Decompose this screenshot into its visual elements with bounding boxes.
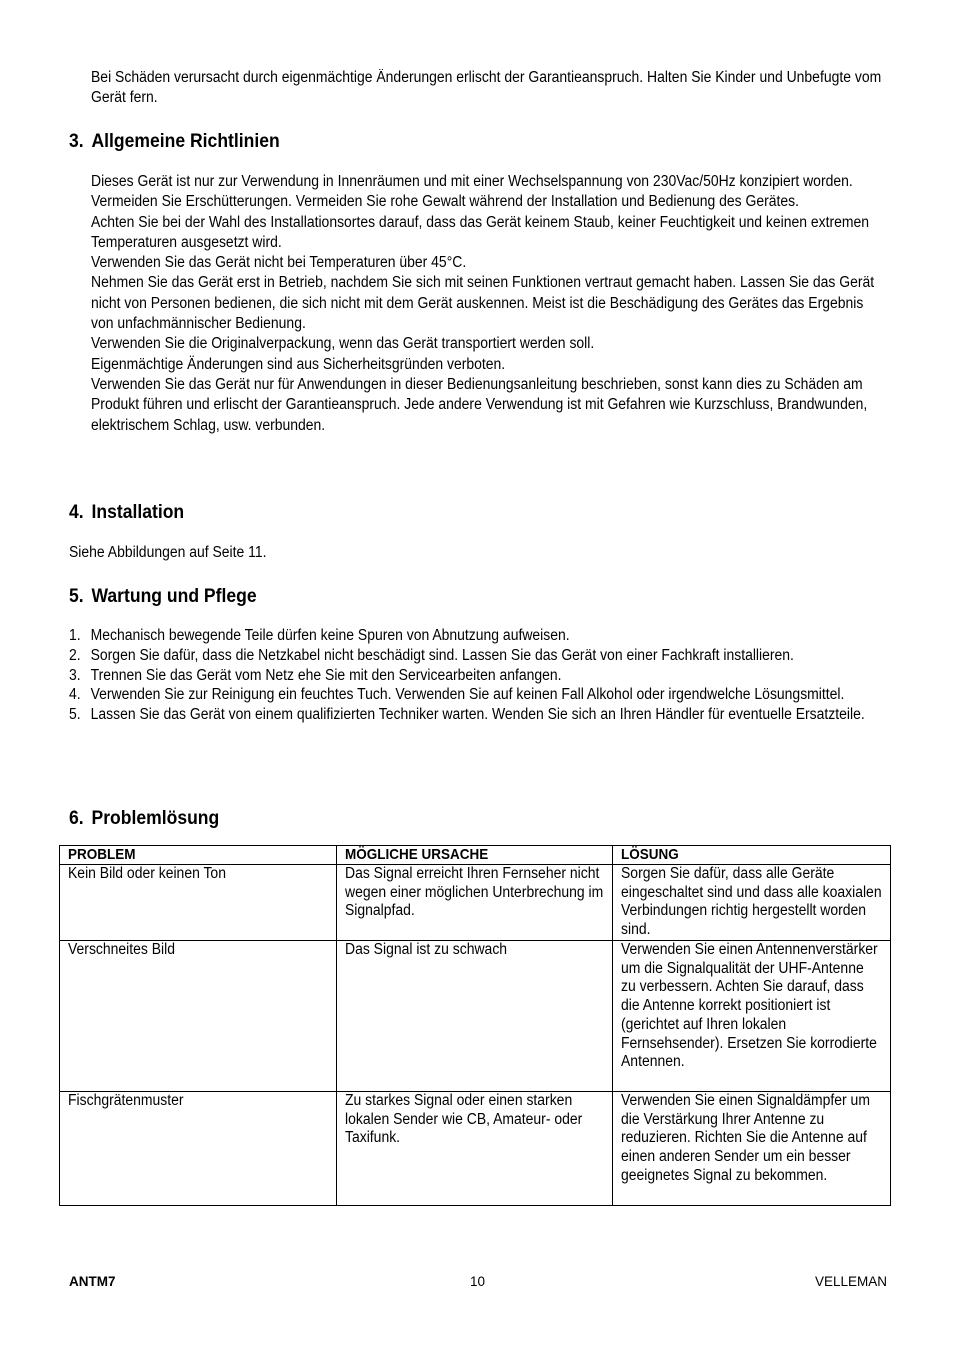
list-item-text: Lassen Sie das Gerät von einem qualifizierten Techniker warten. Wenden Sie sich an Ihren Händler für eventuelle Ersatzteile. xyxy=(90,706,865,724)
section-5-heading xyxy=(69,584,257,608)
guideline-paragraph: Verwenden Sie das Gerät nur für Anwendungen in dieser Bedienungsanleitung beschrieben, sonst kann dies zu Schäden am Produkt führen und erlischt der Garantieanspruch. Jede andere Verwendung ist mit Gefahren wie Kurzschluss, Brandwunden, elektrischem Schlag, usw. verbunden. xyxy=(91,375,868,434)
table-cell xyxy=(60,1092,337,1206)
footer-brand: VELLEMAN xyxy=(815,1274,888,1289)
table-row xyxy=(60,865,891,941)
intro-paragraph xyxy=(91,68,883,109)
list-item-text: Verwenden Sie zur Reinigung ein feuchtes Tuch. Verwenden Sie auf keinen Fall Alkohol oder irgendwelche Lösungsmittel. xyxy=(90,686,845,704)
table-header-cell xyxy=(613,846,891,865)
list-item-number: 5. xyxy=(69,706,81,724)
section-6-heading xyxy=(69,806,219,830)
list-item-number: 2. xyxy=(69,646,81,664)
table-header-cell xyxy=(60,846,337,865)
footer-page-number: 10 xyxy=(470,1274,486,1289)
problem-text: Kein Bild oder keinen Ton xyxy=(68,865,226,882)
solution-text: Sorgen Sie dafür, dass alle Geräte eingeschaltet sind und dass alle koaxialen Verbindungen richtig hergestellt worden sind. xyxy=(621,865,882,939)
guideline-paragraph: Vermeiden Sie Erschütterungen. Vermeiden Sie rohe Gewalt während der Installation und Bedienung des Gerätes. xyxy=(91,193,800,211)
list-item xyxy=(69,685,888,705)
guideline-paragraph: Achten Sie bei der Wahl des Installationsortes darauf, dass das Gerät keinem Staub, keiner Feuchtigkeit und keinen extremen Temperaturen ausgesetzt wird. xyxy=(91,213,870,251)
table-cell xyxy=(60,865,337,941)
header-cause: MÖGLICHE URSACHE xyxy=(345,846,489,863)
header-problem: PROBLEM xyxy=(68,846,136,863)
problem-text: Verschneites Bild xyxy=(68,941,176,958)
footer-model: ANTM7 xyxy=(69,1274,116,1289)
guideline-paragraph: Dieses Gerät ist nur zur Verwendung in Innenräumen und mit einer Wechselspannung von 230Vac/50Hz konzipiert worden. xyxy=(91,173,853,190)
section-5-number: 5. xyxy=(69,585,84,607)
section-3-number: 3. xyxy=(69,130,84,152)
cause-text: Zu starkes Signal oder einen starken lokalen Sender wie CB, Amateur- oder Taxifunk. xyxy=(345,1092,583,1147)
section-3-title: Allgemeine Richtlinien xyxy=(91,130,280,152)
guideline-paragraph: Verwenden Sie die Originalverpackung, wenn das Gerät transportiert werden soll. xyxy=(91,335,595,353)
cause-text: Das Signal ist zu schwach xyxy=(345,941,508,958)
header-solution: LÖSUNG xyxy=(621,846,679,863)
maintenance-list xyxy=(69,626,888,725)
table-cell xyxy=(613,941,891,1092)
section-3-body xyxy=(91,172,883,436)
table-cell xyxy=(337,941,613,1092)
list-item-text: Mechanisch bewegende Teile dürfen keine Spuren von Abnutzung aufweisen. xyxy=(90,627,570,644)
section-5-title: Wartung und Pflege xyxy=(91,585,257,607)
table-cell xyxy=(337,1092,613,1206)
problem-text: Fischgrätenmuster xyxy=(68,1092,184,1109)
list-item xyxy=(69,705,888,725)
section-3-heading xyxy=(69,129,280,153)
intro-text: Bei Schäden verursacht durch eigenmächtige Änderungen erlischt der Garantieanspruch. Halten Sie Kinder und Unbefugte vom Gerät fern. xyxy=(91,69,882,107)
list-item-number: 3. xyxy=(69,666,81,684)
table-cell xyxy=(613,865,891,941)
section-6-number: 6. xyxy=(69,807,84,829)
section-4-heading xyxy=(69,500,184,524)
list-item xyxy=(69,666,888,686)
list-item-text: Trennen Sie das Gerät vom Netz ehe Sie mit den Servicearbeiten anfangen. xyxy=(90,666,562,684)
table-row xyxy=(60,1092,891,1206)
table-row xyxy=(60,941,891,1092)
list-item xyxy=(69,646,888,666)
guideline-paragraph: Eigenmächtige Änderungen sind aus Sicherheitsgründen verboten. xyxy=(91,355,506,373)
table-cell xyxy=(613,1092,891,1206)
section-4-number: 4. xyxy=(69,501,84,523)
table-header-cell xyxy=(337,846,613,865)
solution-text: Verwenden Sie einen Antennenverstärker um die Signalqualität der UHF-Antenne zu verbessern. Achten Sie darauf, dass die Antenne korrekt positioniert ist (gerichtet auf Ihren lokalen Fernsehsender). Ersetzen Sie korrodierte Antennen. xyxy=(621,941,878,1071)
table-header-row xyxy=(60,846,891,865)
troubleshooting-table xyxy=(59,845,891,1206)
list-item xyxy=(69,626,888,646)
cause-text: Das Signal erreicht Ihren Fernseher nicht wegen einer möglichen Unterbrechung im Signalpfad. xyxy=(345,865,604,920)
guideline-paragraph: Nehmen Sie das Gerät erst in Betrieb, nachdem Sie sich mit seinen Funktionen vertraut gemacht haben. Lassen Sie das Gerät nicht von Personen bedienen, die sich nicht mit dem Gerät auskennen. Meist ist die Beschädigung des Gerätes das Ergebnis von unfachmännischer Bedienung. xyxy=(91,274,875,333)
installation-text: Siehe Abbildungen auf Seite 11. xyxy=(69,544,267,561)
list-item-number: 4. xyxy=(69,686,81,704)
list-item-text: Sorgen Sie dafür, dass die Netzkabel nicht beschädigt sind. Lassen Sie das Gerät von einer Fachkraft installieren. xyxy=(90,646,794,664)
section-4-title: Installation xyxy=(91,501,185,523)
section-6-title: Problemlösung xyxy=(91,807,220,829)
list-item-number: 1. xyxy=(69,627,81,644)
guideline-paragraph: Verwenden Sie das Gerät nicht bei Temperaturen über 45°C. xyxy=(91,254,467,272)
table-cell xyxy=(337,865,613,941)
solution-text: Verwenden Sie einen Signaldämpfer um die Verstärkung Ihrer Antenne zu reduzieren. Richten Sie die Antenne auf einen anderen Sender um ein besser geeignetes Signal zu bekommen. xyxy=(621,1092,870,1184)
table-cell xyxy=(60,941,337,1092)
